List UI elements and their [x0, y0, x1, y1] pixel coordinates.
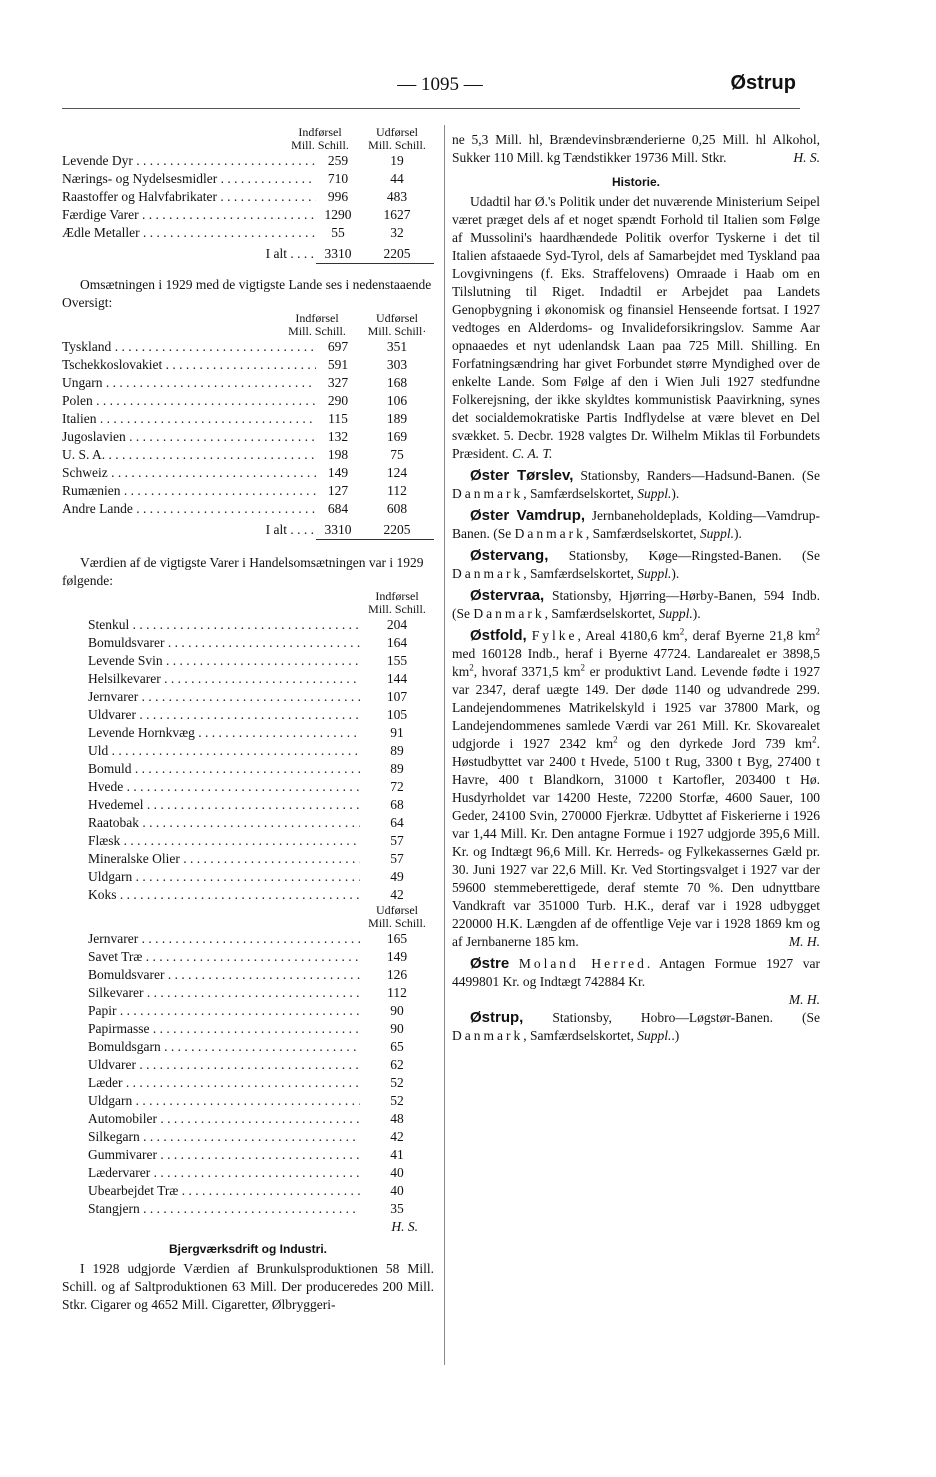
table-row [88, 1002, 434, 1020]
value: 72 [390, 779, 404, 794]
table-row [88, 984, 434, 1002]
value: 65 [390, 1039, 404, 1054]
table-row [88, 670, 434, 688]
row-label: Papirmasse . . . [88, 1020, 360, 1038]
value: 107 [386, 689, 408, 704]
export-value: 106 [386, 393, 408, 408]
entry-text: Jernbaneholdeplads, Kolding—Vamdrup-Banen. (Se [452, 508, 821, 541]
entry-ref: Danmark [473, 606, 545, 621]
export-value: 168 [386, 375, 408, 390]
entry-text: ). [733, 526, 742, 541]
row-label: Stangjern . . . [88, 1200, 360, 1218]
table-total-row [62, 520, 434, 540]
row-label: Helsilkevarer . . . [88, 670, 360, 688]
table-row [62, 500, 434, 518]
table-row [88, 1200, 434, 1218]
historie-text [452, 193, 820, 463]
table-header-import [88, 590, 434, 616]
row-label: Bomuldsvarer . . . [88, 634, 360, 652]
left-column [62, 126, 434, 1314]
table-row [62, 356, 434, 374]
entry-text: ). [692, 606, 701, 621]
table-row [88, 760, 434, 778]
export-value: 303 [386, 357, 408, 372]
row-label: Levende Svin . . . [88, 652, 360, 670]
col-head-unit: Mill. Schill. [368, 138, 426, 152]
value: 155 [386, 653, 408, 668]
import-value: 115 [328, 411, 348, 426]
entry-ref: Danmark [452, 486, 524, 501]
row-label: Savet Træ . . . [88, 948, 360, 966]
row-label: Silkegarn . . . [88, 1128, 360, 1146]
export-value: 32 [390, 225, 404, 240]
entry-head: Østervraa, [470, 587, 545, 604]
export-value: 608 [386, 501, 408, 516]
entry-head: Øster Tørslev, [470, 467, 574, 484]
row-label: Uldgarn . . . [88, 1092, 360, 1110]
signature: H. S. [391, 1219, 418, 1234]
col-head: Udførsel [376, 311, 418, 325]
entry-ref: Danmark [452, 566, 524, 581]
value: 62 [390, 1057, 404, 1072]
col-head-unit: Mill. Schill. [368, 602, 426, 616]
table-row [62, 224, 434, 242]
value: 89 [390, 761, 404, 776]
entry-suppl: Suppl. [637, 486, 672, 501]
table-row [88, 1020, 434, 1038]
table-header [62, 126, 434, 152]
row-label: Italien . . . [62, 410, 316, 428]
export-value: 1627 [383, 207, 411, 222]
import-value: 259 [327, 153, 349, 168]
row-label: U. S. A. . . . [62, 446, 316, 464]
superscript: 2 [469, 662, 474, 673]
row-label: Stenkul . . . [88, 616, 360, 634]
row-label: Tyskland . . . [62, 338, 316, 356]
export-value: 169 [386, 429, 408, 444]
import-value: 697 [327, 339, 349, 354]
entry-text: , Samfærdselskortet, [544, 606, 659, 621]
entry-text: , Areal 4180,6 km [577, 628, 680, 643]
entry-text: Stationsby, Randers—Hadsund-Banen. (Se [573, 468, 821, 483]
import-value: 1290 [324, 207, 352, 222]
import-value: 710 [327, 171, 349, 186]
signature: M. H. [788, 992, 820, 1007]
table-row [88, 616, 434, 634]
section-heading: Historie. [611, 175, 660, 189]
value: 149 [386, 949, 408, 964]
running-head: Østrup [730, 72, 796, 94]
table-row [62, 170, 434, 188]
table-row [88, 1182, 434, 1200]
row-label: Levende Dyr . . . [62, 152, 316, 170]
row-label: Koks . . . [88, 886, 360, 904]
entry-text: , Samfærdselskortet, [523, 1028, 638, 1043]
row-label: Lædervarer . . . [88, 1164, 360, 1182]
import-value: 132 [327, 429, 349, 444]
entry-ref: Danmark [452, 1028, 524, 1043]
export-value: 44 [390, 171, 404, 186]
import-value: 591 [327, 357, 349, 372]
row-label: Silkevarer . . . [88, 984, 360, 1002]
row-label: Raatobak . . . [88, 814, 360, 832]
export-value: 483 [386, 189, 408, 204]
entry-text: Stationsby, Køge—Ringsted-Banen. (Se [548, 548, 820, 563]
superscript: 2 [812, 734, 817, 745]
row-label: Nærings- og Nydelsesmidler . . . [62, 170, 316, 188]
table-row [88, 850, 434, 868]
bjerg-cont-text: ne 5,3 Mill. hl, Brændevinsbrænderierne 0,25 Mill. hl Alkohol, Sukker 110 Mill. kg Tændstikker 19736 Mill. Stkr. [452, 132, 820, 165]
row-label: Uld . . . [88, 742, 360, 760]
table-row [88, 724, 434, 742]
import-value: 290 [327, 393, 349, 408]
col-head: Indførsel [295, 311, 339, 325]
row-label: Ungarn . . . [62, 374, 316, 392]
value: 90 [390, 1021, 404, 1036]
table-row [62, 428, 434, 446]
row-label: Bomuldsvarer . . . [88, 966, 360, 984]
row-label: Uldvarer . . . [88, 1056, 360, 1074]
row-label: Jernvarer . . . [88, 930, 360, 948]
entry-head: Østervang, [470, 547, 549, 564]
entry-head: Østre [470, 955, 510, 972]
col-head: Indførsel [298, 125, 342, 139]
col-head-unit: Mill. Schill. [368, 916, 426, 930]
value: 105 [386, 707, 408, 722]
table-row [88, 634, 434, 652]
import-value: 684 [327, 501, 349, 516]
bjerg-text: I 1928 udgjorde Værdien af Brunkulsproduktionen 58 Mill. Schill. og af Saltproduktionen 63 Mill. Der produceredes 200 Mill. Stkr. Cigarer og 4652 Mill. Cigaretter, Ølbryggeri- [62, 1261, 434, 1312]
value: 40 [390, 1165, 404, 1180]
table-row [88, 1164, 434, 1182]
table-row [88, 796, 434, 814]
total-export: 2205 [360, 245, 434, 264]
entry-ref: Fylke [531, 628, 578, 643]
table-row [62, 446, 434, 464]
col-head-unit: Mill. Schill. [288, 324, 346, 338]
table-row [62, 152, 434, 170]
value: 42 [390, 1129, 404, 1144]
column-separator [444, 125, 445, 1365]
value: 164 [386, 635, 408, 650]
value: 89 [390, 743, 404, 758]
table-row [88, 832, 434, 850]
table-categories [62, 126, 434, 264]
row-label: Bomuld . . . [88, 760, 360, 778]
value: 126 [386, 967, 408, 982]
entry-ostervraa [452, 587, 820, 623]
table-row [88, 688, 434, 706]
import-value: 149 [327, 465, 349, 480]
import-value: 198 [327, 447, 349, 462]
entry-ref: Moland Herred [518, 956, 647, 971]
import-value: 996 [327, 189, 349, 204]
entry-head: Østfold, [470, 627, 527, 644]
import-value: 55 [331, 225, 345, 240]
header-rule [62, 108, 800, 109]
row-label: Mineralske Olier . . . [88, 850, 360, 868]
table-row [62, 374, 434, 392]
entry-text: , Samfærdselskortet, [523, 486, 638, 501]
export-value: 189 [386, 411, 408, 426]
export-value: 124 [386, 465, 408, 480]
table-header [62, 312, 434, 338]
row-label: Ubearbejdet Træ . . . [88, 1182, 360, 1200]
entry-text: , deraf Byerne 21,8 km [684, 628, 816, 643]
table-row [62, 188, 434, 206]
row-label: Jugoslavien . . . [62, 428, 316, 446]
bjerg-continued [452, 131, 820, 167]
row-label: Bomuldsgarn . . . [88, 1038, 360, 1056]
table-row [88, 706, 434, 724]
table-row [62, 338, 434, 356]
table-row [88, 1092, 434, 1110]
value: 112 [387, 985, 407, 1000]
entry-text: Stationsby, Hjørring—Hørby-Banen, 594 Indb. (Se [452, 588, 820, 621]
row-label: Hvede . . . [88, 778, 360, 796]
table-row [88, 930, 434, 948]
table-total-row [62, 244, 434, 264]
entry-text: . Høstudbyttet var 2400 t Hvede, 5100 t Rug, 3300 t Byg, 27400 t Havre, 400 t Blandkorn, 31000 t Kartofler, 203400 t Hø. Husdyrholdet var 14200 Heste, 72200 Storfæ, 4600 Sauer, 100 Geder, 24100 Svin, 270000 Fjerkræ. Udbyttet af Fiskerierne i 1926 var 1,44 Mill. Kr. Den antagne Formue i 1927 udgjorde 395,6 Mill. Kr. og Indtægt 96,6 Mill. Kr. Herreds- og Fylkekassernes Gæld pr. 30. Juni 1927 var 22,6 Mill. Kr. Ved Stortingsvalget i 1927 var der 59600 stemmeberettigede, deraf stemte 70 %. Den udnyttbare Vandkraft var 351000 Turb. H.K., deraf var i 1928 udbygget 220000 H.K. Længden af de offentlige Veje var i 1928 1869 km og af Jernbanerne 185 km. [452, 736, 820, 949]
entry-text: . Antagen Formue 1927 var 4499801 Kr. og Indtægt 742884 Kr. [452, 956, 820, 989]
col-head-unit: Mill. Schill. [291, 138, 349, 152]
col-head-unit: Mill. Schill· [367, 324, 427, 338]
table-row [88, 1146, 434, 1164]
entry-ostrup [452, 1009, 820, 1045]
entry-suppl: Suppl. [637, 1028, 672, 1043]
table-goods [62, 590, 434, 1236]
row-label: Gummivarer . . . [88, 1146, 360, 1164]
entry-text: .) [671, 1028, 680, 1043]
value: 35 [390, 1201, 404, 1216]
col-head: Udførsel [376, 125, 418, 139]
value: 64 [390, 815, 404, 830]
table-row [62, 410, 434, 428]
value: 91 [390, 725, 404, 740]
table-row [88, 1110, 434, 1128]
table-row [88, 948, 434, 966]
entry-text: , Samfærdselskortet, [523, 566, 638, 581]
row-label: Rumænien . . . [62, 482, 316, 500]
total-label: I alt . . . . [266, 521, 314, 539]
entry-text: er produktivt Land. Levende fødte i 1927 var 2347, deraf uægte 149. Der døde 1140 og udvandrede 299. Landejendommenes Matrikelskyld i 1925 var 37800 Mark, og Landejendommenes samlede Værdi var 261 Mill. Kr. Skovarealet udgjorde i 1927 2342 km [452, 664, 820, 751]
row-label: Automobiler . . . [88, 1110, 360, 1128]
table-row [88, 966, 434, 984]
export-value: 112 [387, 483, 407, 498]
row-label: Ædle Metaller . . . [62, 224, 316, 242]
value: 57 [390, 833, 404, 848]
entry-suppl: Suppl. [637, 566, 672, 581]
entry-text: ). [671, 566, 680, 581]
row-label: Raastoffer og Halvfabrikater . . . [62, 188, 316, 206]
import-value: 127 [327, 483, 349, 498]
superscript: 2 [613, 734, 618, 745]
table-countries [62, 312, 434, 540]
entry-suppl: Suppl. [658, 606, 693, 621]
row-label: Andre Lande . . . [62, 500, 316, 518]
export-value: 351 [386, 339, 408, 354]
superscript: 2 [815, 626, 820, 637]
row-label: Uldgarn . . . [88, 868, 360, 886]
entry-text: og den dyrkede Jord 739 km [617, 736, 813, 751]
entry-ostfold [452, 627, 820, 951]
total-export: 2205 [360, 521, 434, 540]
table-row [88, 1128, 434, 1146]
entry-suppl: Suppl. [699, 526, 734, 541]
row-label: Hvedemel . . . [88, 796, 360, 814]
table-row [62, 482, 434, 500]
entry-text: , hvoraf 3371,5 km [473, 664, 581, 679]
value: 49 [390, 869, 404, 884]
value: 57 [390, 851, 404, 866]
row-label: Papir . . . [88, 1002, 360, 1020]
row-label: Flæsk . . . [88, 832, 360, 850]
value: 52 [390, 1075, 404, 1090]
entry-text: ). [671, 486, 680, 501]
intro-countries: Omsætningen i 1929 med de vigtigste Lande ses i nedenstaaende Oversigt: [62, 277, 432, 310]
entry-ref: Danmark [514, 526, 586, 541]
signature: C. A. T. [512, 446, 553, 461]
historie-body: Udadtil har Ø.'s Politik under det nuværende Ministerium Seipel været præget dels af et noget spændt Forhold til Italien som Følge af Mussolini's haardhændede Politik overfor Tyskerne i det til Italien afstaaede Syd-Tyrol, dels af Samarbejdet med Tyskland paa Lovgivningens (f. Eks. Straffelovens) Omraade i Haab om en Tilslutning til Riget. Indadtil er Arbejdet paa Landets Genopbygning i økonomisk og finansiel Henseende fortsat. I 1927 vedtoges en Alderdoms- og Invalideforsikringslov. Samme Aar opnaaedes et nyt udenlandsk Laan paa 725 Mill. Shilling. En Forfatningsændring har givet Forbundet større Myndighed over de enkelte Lande. Som Følge af den i Wien Juli 1927 stedfundne Folkerejsning, der ikke skyldtes kommunistisk Paavirkning, synes det socialdemokratiske Partis Indflydelse at være blevet en Del svækket. 5. Decbr. 1928 valgtes Dr. Wilhelm Miklas til Forbundets Præsident. [452, 194, 820, 461]
total-label: I alt . . . . [266, 245, 314, 263]
table-row [88, 868, 434, 886]
table-row [62, 392, 434, 410]
entry-text: Stationsby, Hobro—Løgstør-Banen. (Se [523, 1010, 820, 1025]
superscript: 2 [580, 662, 586, 673]
entry-text: , Samfærdselskortet, [585, 526, 700, 541]
row-label: Polen . . . [62, 392, 316, 410]
total-import: 3310 [316, 521, 360, 540]
row-label: Færdige Varer . . . [62, 206, 316, 224]
table-row [88, 1038, 434, 1056]
value: 41 [390, 1147, 404, 1162]
row-label: Schweiz . . . [62, 464, 316, 482]
import-value: 327 [327, 375, 349, 390]
intro-goods: Værdien af de vigtigste Varer i Handelsomsætningen var i 1929 følgende: [62, 555, 424, 588]
right-column [452, 131, 820, 1049]
entry-text: med 160128 Indb., heraf i Byerne 47724. Landarealet er 3898,5 km [452, 646, 820, 679]
table-header-export [88, 904, 434, 930]
entry-oster-vamdrup [452, 507, 820, 543]
value: 90 [390, 1003, 404, 1018]
value: 40 [390, 1183, 404, 1198]
table-row [88, 886, 434, 904]
row-label: Læder . . . [88, 1074, 360, 1092]
row-label: Tschekkoslovakiet . . . [62, 356, 316, 374]
value: 68 [390, 797, 404, 812]
value: 204 [386, 617, 408, 632]
row-label: Levende Hornkvæg . . . [88, 724, 360, 742]
row-label: Jernvarer . . . [88, 688, 360, 706]
table-row [88, 652, 434, 670]
table-row [88, 1074, 434, 1092]
value: 165 [386, 931, 408, 946]
table-row [88, 742, 434, 760]
entry-head: Østrup, [470, 1009, 524, 1026]
signature: H. S. [793, 150, 820, 165]
entry-ostervang [452, 547, 820, 583]
table-row [62, 464, 434, 482]
total-import: 3310 [316, 245, 360, 264]
page-number: — 1095 — [397, 74, 483, 95]
entry-head: Øster Vamdrup, [470, 507, 586, 524]
entry-ostre-moland [452, 955, 820, 1007]
value: 144 [386, 671, 408, 686]
signature: M. H. [788, 934, 820, 949]
export-value: 75 [390, 447, 404, 462]
table-row [62, 206, 434, 224]
section-heading: Bjergværksdrift og Industri. [168, 1242, 328, 1256]
table-row [88, 1056, 434, 1074]
row-label: Uldvarer . . . [88, 706, 360, 724]
value: 48 [390, 1111, 404, 1126]
table-row [88, 778, 434, 796]
value: 42 [390, 887, 404, 902]
col-head: Udførsel [376, 903, 418, 917]
superscript: 2 [679, 626, 685, 637]
value: 52 [390, 1093, 404, 1108]
entry-oster-torslev [452, 467, 820, 503]
col-head: Indførsel [375, 589, 419, 603]
export-value: 19 [390, 153, 404, 168]
table-row [88, 814, 434, 832]
